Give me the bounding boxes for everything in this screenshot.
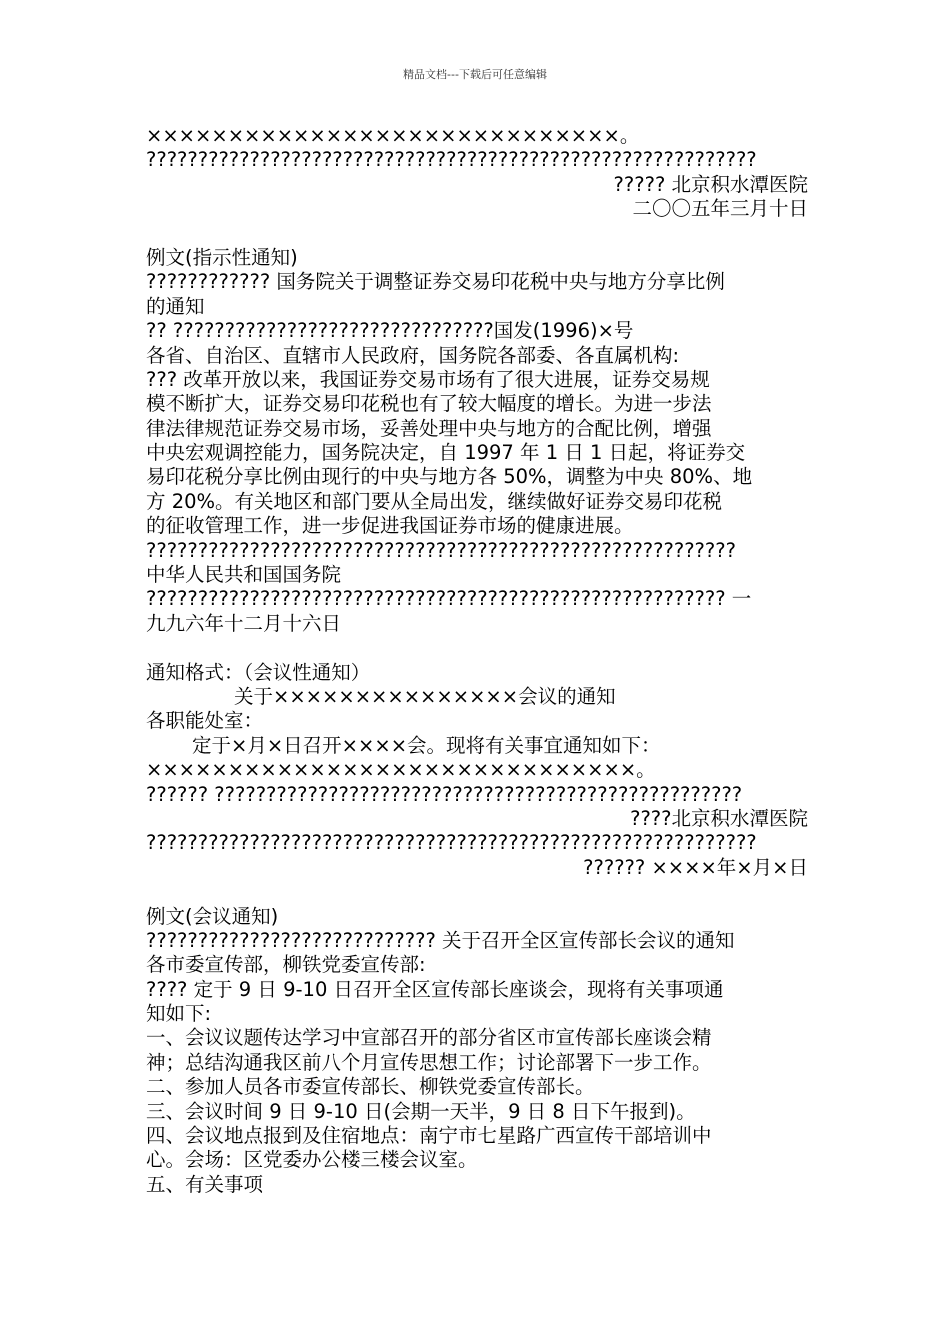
notice-title: ???????????????????????????? 关于召开全区宣传部长会议的通知 <box>146 928 735 952</box>
body-line: ???? 定于 9 日 9-10 日召开全区宣传部长座谈会，现将有关事项通 <box>146 977 724 1001</box>
body-line: 模不断扩大，证券交易印花税也有了较大幅度的增长。为进一步法 <box>146 392 712 416</box>
date-line: 二〇〇五年三月十日 <box>632 197 808 221</box>
signer-line: ????? 北京积水潭医院 <box>613 172 808 196</box>
blank-line <box>146 636 808 660</box>
addressee: 各职能处室： <box>146 709 264 733</box>
question-mark-line: ??????????????????????????????????????????????????????????? <box>146 148 757 172</box>
addressee: 各省、自治区、直辖市人民政府，国务院各部委、各直属机构: <box>146 343 680 367</box>
date-line: ???????????????????????????????????????????????????????? 一 <box>146 587 752 611</box>
date-line: ?????? ××××年×月×日 <box>583 855 808 879</box>
section-heading: 例文(指示性通知) <box>146 245 298 269</box>
notice-title: 关于×××××××××××××××会议的通知 <box>234 684 616 708</box>
addressee: 各市委宣传部，柳铁党委宣传部: <box>146 953 426 977</box>
intro-line: 定于×月×日召开××××会。现将有关事宜通知如下： <box>192 733 661 757</box>
page-header: 精品文档---下载后可任意编辑 <box>403 68 547 81</box>
signer-line: 中华人民共和国国务院 <box>146 563 342 587</box>
notice-title-cont: 的通知 <box>146 294 205 318</box>
location-item: 四、会议地点报到及住宿地点：南宁市七星路广西宣传干部培训中 <box>146 1124 712 1148</box>
section-heading: 通知格式：（会议性通知） <box>146 660 371 684</box>
agenda-item-cont: 神；总结沟通我区前八个月宣传思想工作；讨论部署下一步工作。 <box>146 1050 712 1074</box>
signer-line: ????北京积水潭医院 <box>630 806 808 830</box>
agenda-item: 一、会议议题传达学习中宣部召开的部分省区市宣传部长座谈会精 <box>146 1026 712 1050</box>
question-mark-line: ?????? ??????????????????????????????????????????????????? <box>146 782 743 806</box>
blank-line <box>146 880 808 904</box>
time-item: 三、会议时间 9 日 9-10 日(会期一天半，9 日 8 日下午报到)。 <box>146 1099 696 1123</box>
notice-title: ???????????? 国务院关于调整证券交易印花税中央与地方分享比例 <box>146 270 725 294</box>
matters-item: 五、有关事项 <box>146 1172 264 1196</box>
body-line: 中央宏观调控能力，国务院决定，自 1997 年 1 日 1 日起，将证券交 <box>146 441 746 465</box>
body-line: ??? 改革开放以来，我国证券交易市场有了很大进展，证券交易规 <box>146 367 710 391</box>
body-line: 方 20%。有关地区和部门要从全局出发，继续做好证券交易印花税 <box>146 489 723 513</box>
body-line: 律法律规范证券交易市场，妥善处理中央与地方的合配比例，增强 <box>146 416 712 440</box>
question-mark-line: ??????????????????????????????????????????????????????????? <box>146 831 757 855</box>
date-line-cont: 九九六年十二月十六日 <box>146 611 342 635</box>
blank-line <box>146 222 808 246</box>
body-line: 知如下: <box>146 1002 212 1026</box>
section-heading: 例文(会议通知) <box>146 904 279 928</box>
body-line: 易印花税分享比例由现行的中央与地方各 50%，调整为中央 80%、地 <box>146 465 753 489</box>
participants-item: 二、参加人员各市委宣传部长、柳铁党委宣传部长。 <box>146 1075 595 1099</box>
document-body <box>146 124 808 1197</box>
location-item-cont: 心。会场：区党委办公楼三楼会议室。 <box>146 1148 478 1172</box>
body-line: 的征收管理工作，进一步促进我国证券市场的健康进展。 <box>146 514 634 538</box>
document-number: ?? ???????????????????????????????国发(1996)×号 <box>146 319 634 343</box>
x-placeholder-line: ×××××××××××××××××××××××××××××。 <box>146 124 640 147</box>
x-placeholder-line: ××××××××××××××××××××××××××××××。 <box>146 758 656 782</box>
question-mark-line: ????????????????????????????????????????????????????????? <box>146 538 736 562</box>
